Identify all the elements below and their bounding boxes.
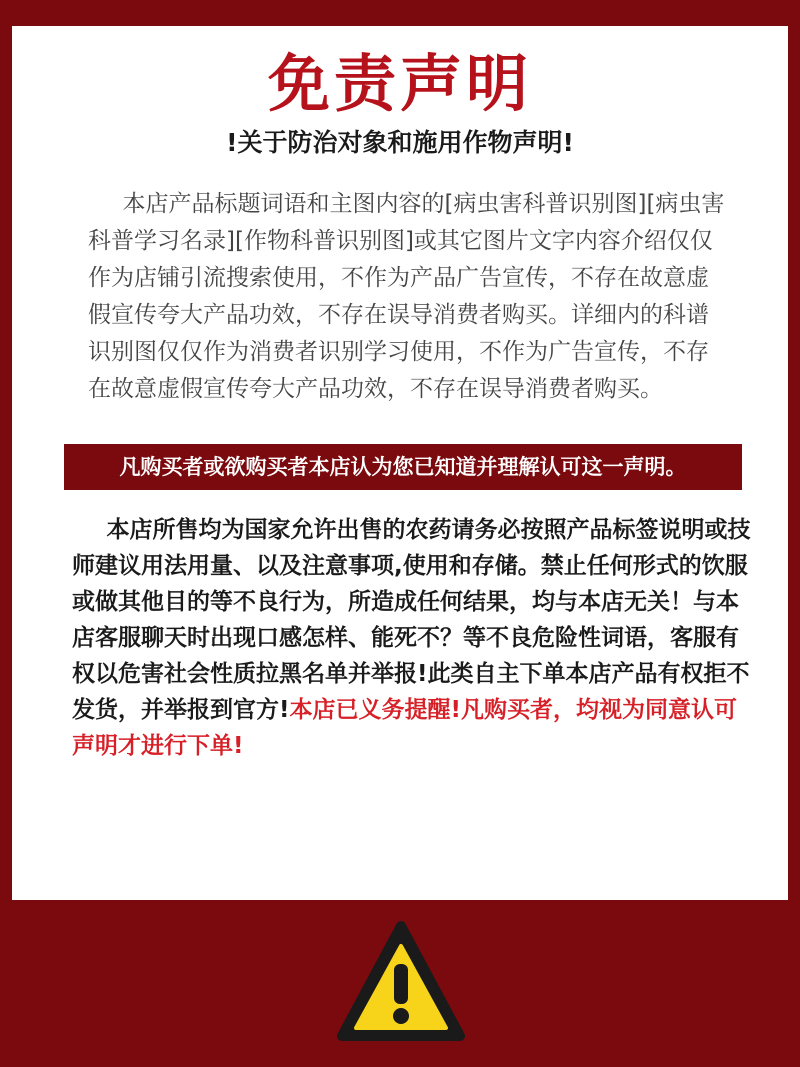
paragraph-usage-highlight: 本店已义务提醒!凡购买者，均视为同意认可声明才进行下单!: [72, 697, 737, 759]
paragraph-usage-notice-text: 本店所售均为国家允许出售的农药请务必按照产品标签说明或技师建议用法用量、以及注意事项,使用和存储。禁止任何形式的饮服或做其他目的等不良行为，所造成任何结果，均与本店无关！与本店客服聊天时出现口感怎样、能死不？等不良危险性词语，客服有权以危害社会性质拉黑名单并举报!此类自主下单本店产品有权拒不发货，并举报到官方!: [72, 517, 751, 723]
page-title: 免责声明: [267, 47, 532, 120]
warning-triangle-icon: [336, 918, 466, 1046]
paragraph-product-content: [88, 186, 728, 408]
subtitle: !关于防治对象和施用作物声明!: [226, 128, 574, 157]
acknowledgement-banner: 凡购买者或欲购买者本店认为您已知道并理解认可这一声明。: [64, 444, 742, 490]
disclaimer-panel: [12, 26, 788, 900]
paragraph-product-content-text: 本店产品标题词语和主图内容的[病虫害科普识别图][病虫害科普学习名录][作物科普识别图]或其它图片文字内容介绍仅仅作为店铺引流搜索使用，不作为产品广告宣传，不存在故意虚假宣传夸大产品功效，不存在误导消费者购买。详细内的科谱识别图仅仅作为消费者识别学习使用，不作为广告宣传，不存在故意虚假宣传夸大产品功效，不存在误导消费者购买。: [88, 191, 725, 402]
paragraph-usage-notice: [72, 512, 752, 764]
